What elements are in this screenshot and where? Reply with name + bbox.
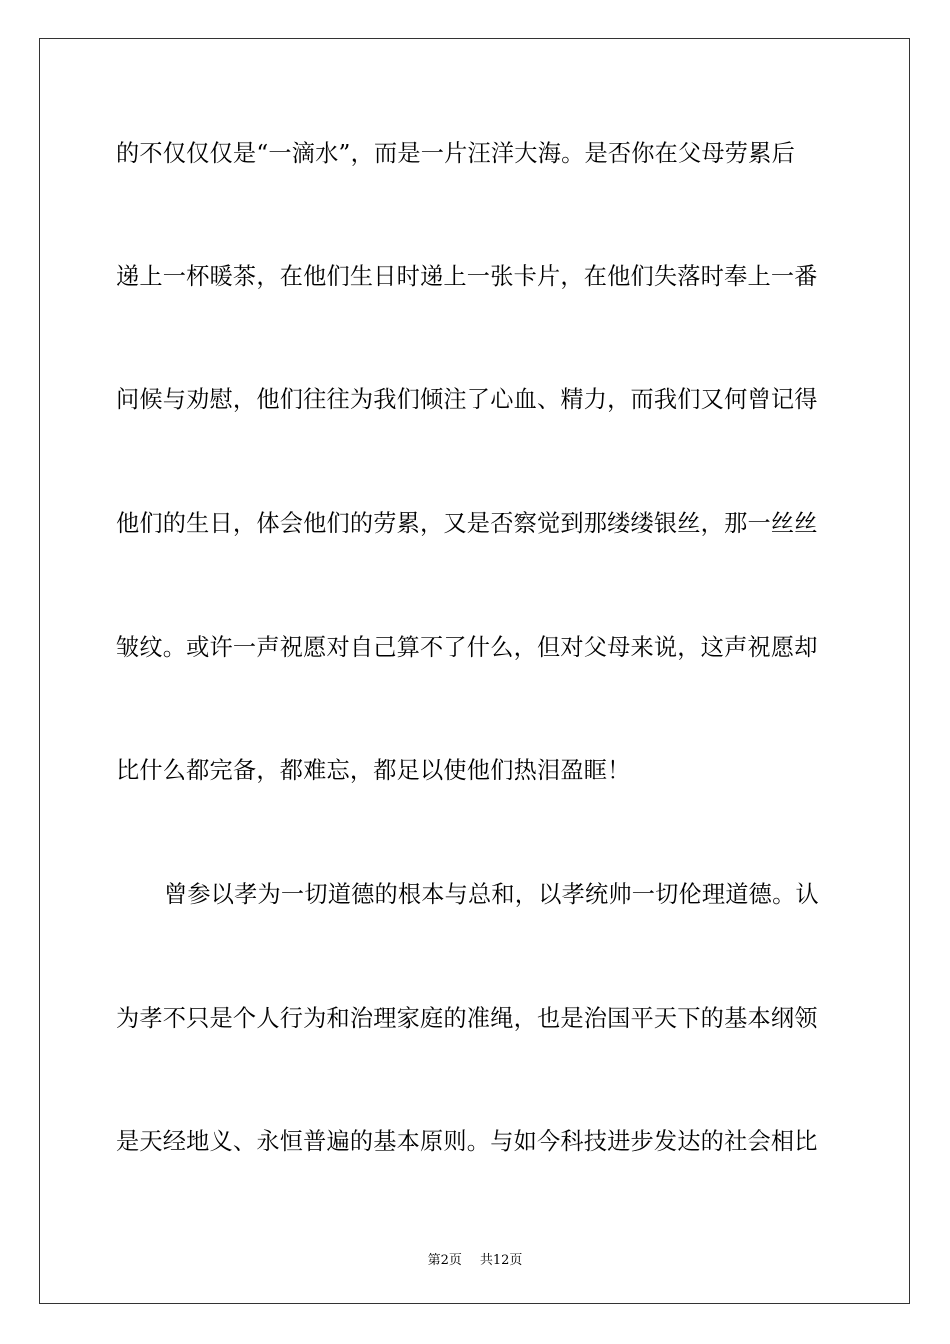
text-line-9: 是天经地义、永恒普遍的基本原则。与如今科技进步发达的社会相比 [116, 1128, 818, 1155]
text-line-4: 他们的生日，体会他们的劳累，又是否察觉到那缕缕银丝，那一丝丝 [116, 510, 818, 537]
text-line-8: 为孝不只是个人行为和治理家庭的准绳，也是治国平天下的基本纲领 [116, 1005, 818, 1032]
text-line-3: 问候与劝慰，他们往往为我们倾注了心血、精力，而我们又何曾记得 [116, 386, 818, 413]
page-border [39, 38, 910, 1304]
text-line-5: 皱纹。或许一声祝愿对自己算不了什么，但对父母来说，这声祝愿却 [116, 634, 818, 661]
text-line-7-indented: 曾参以孝为一切道德的根本与总和，以孝统帅一切伦理道德。认 [164, 881, 819, 908]
text-line-2: 递上一杯暖茶，在他们生日时递上一张卡片，在他们失落时奉上一番 [116, 263, 818, 290]
text-line-6: 比什么都完备，都难忘，都足以使他们热泪盈眶！ [116, 757, 631, 784]
page-total: 共12页 [479, 1253, 523, 1268]
page-number: 第2页 [427, 1253, 462, 1268]
page-footer [0, 1249, 950, 1268]
text-line-1: 的不仅仅仅是“一滴水”，而是一片汪洋大海。是否你在父母劳累后 [116, 140, 795, 167]
